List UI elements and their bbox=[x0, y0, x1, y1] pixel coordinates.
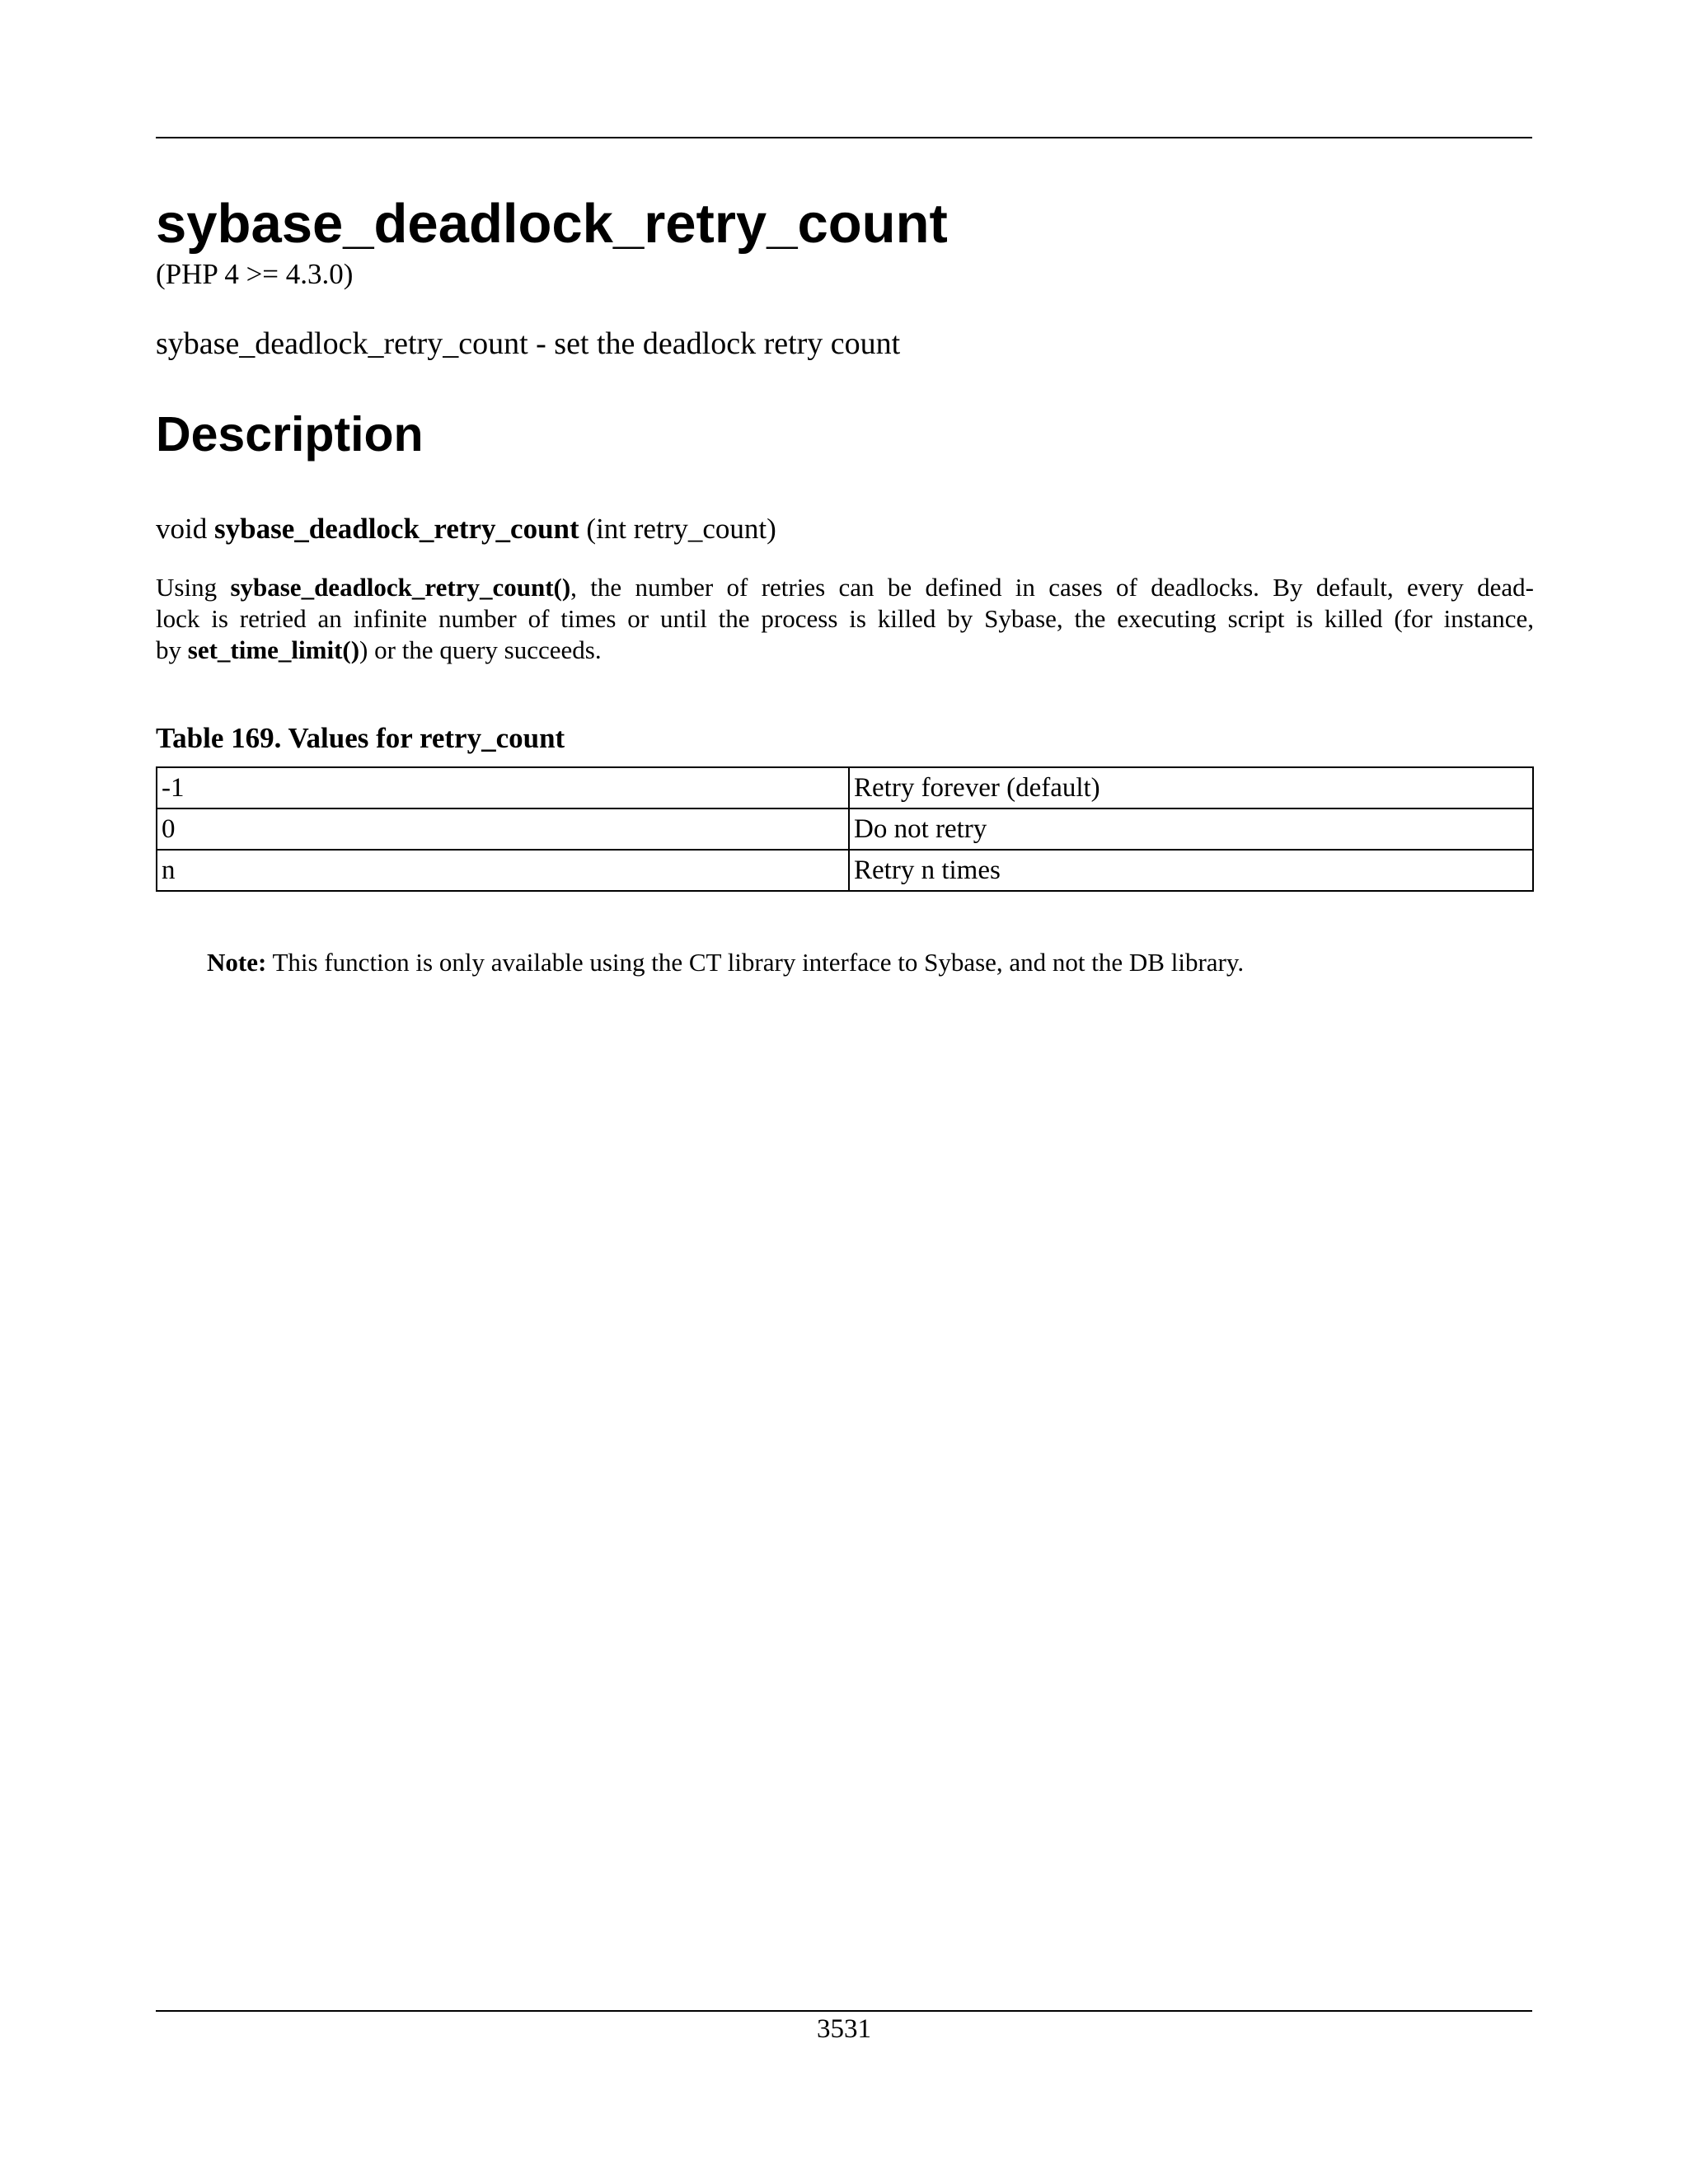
paragraph-line bbox=[156, 635, 1534, 666]
table-row bbox=[157, 808, 1533, 850]
note-text: This function is only available using the CT library interface to Sybase, and not the DB library. bbox=[272, 948, 1245, 977]
note-label: Note: bbox=[207, 948, 267, 977]
function-reference: sybase_deadlock_retry_count() bbox=[230, 573, 571, 602]
text-fragment: Using bbox=[156, 573, 218, 602]
function-params: (int retry_count) bbox=[586, 513, 776, 545]
table-cell-meaning: Do not retry bbox=[849, 808, 1533, 850]
page-title: sybase_deadlock_retry_count bbox=[156, 193, 948, 255]
function-reference: set_time_limit() bbox=[187, 635, 360, 664]
text-fragment: ) or the query succeeds. bbox=[359, 635, 602, 664]
text-fragment: by bbox=[156, 635, 181, 664]
description-heading: Description bbox=[156, 407, 424, 462]
table-cell-value: 0 bbox=[157, 808, 849, 850]
page-number: 3531 bbox=[817, 2014, 871, 2044]
text-fragment: , the number of retries can be defined in cases of deadlocks. By default, every dead- bbox=[570, 573, 1534, 602]
table-cell-value: -1 bbox=[157, 767, 849, 808]
table-cell-meaning: Retry forever (default) bbox=[849, 767, 1533, 808]
retry-count-table bbox=[156, 766, 1534, 892]
note bbox=[207, 946, 1244, 979]
top-rule bbox=[156, 137, 1532, 138]
return-type: void bbox=[156, 513, 208, 545]
table-caption: Table 169. Values for retry_count bbox=[156, 722, 565, 754]
version-info: (PHP 4 >= 4.3.0) bbox=[156, 258, 354, 290]
paragraph-line: lock is retried an infinite number of times or until the process is killed by Sybase, the executing script is killed (for instance, bbox=[156, 604, 1534, 633]
table-row bbox=[157, 850, 1533, 891]
paragraph-line bbox=[156, 572, 1534, 603]
function-name: sybase_deadlock_retry_count bbox=[213, 513, 579, 545]
table-cell-meaning: Retry n times bbox=[849, 850, 1533, 891]
function-synopsis bbox=[156, 511, 776, 547]
function-purpose: sybase_deadlock_retry_count - set the deadlock retry count bbox=[156, 326, 901, 361]
table-row bbox=[157, 767, 1533, 808]
table-cell-value: n bbox=[157, 850, 849, 891]
description-paragraph bbox=[156, 572, 1534, 666]
